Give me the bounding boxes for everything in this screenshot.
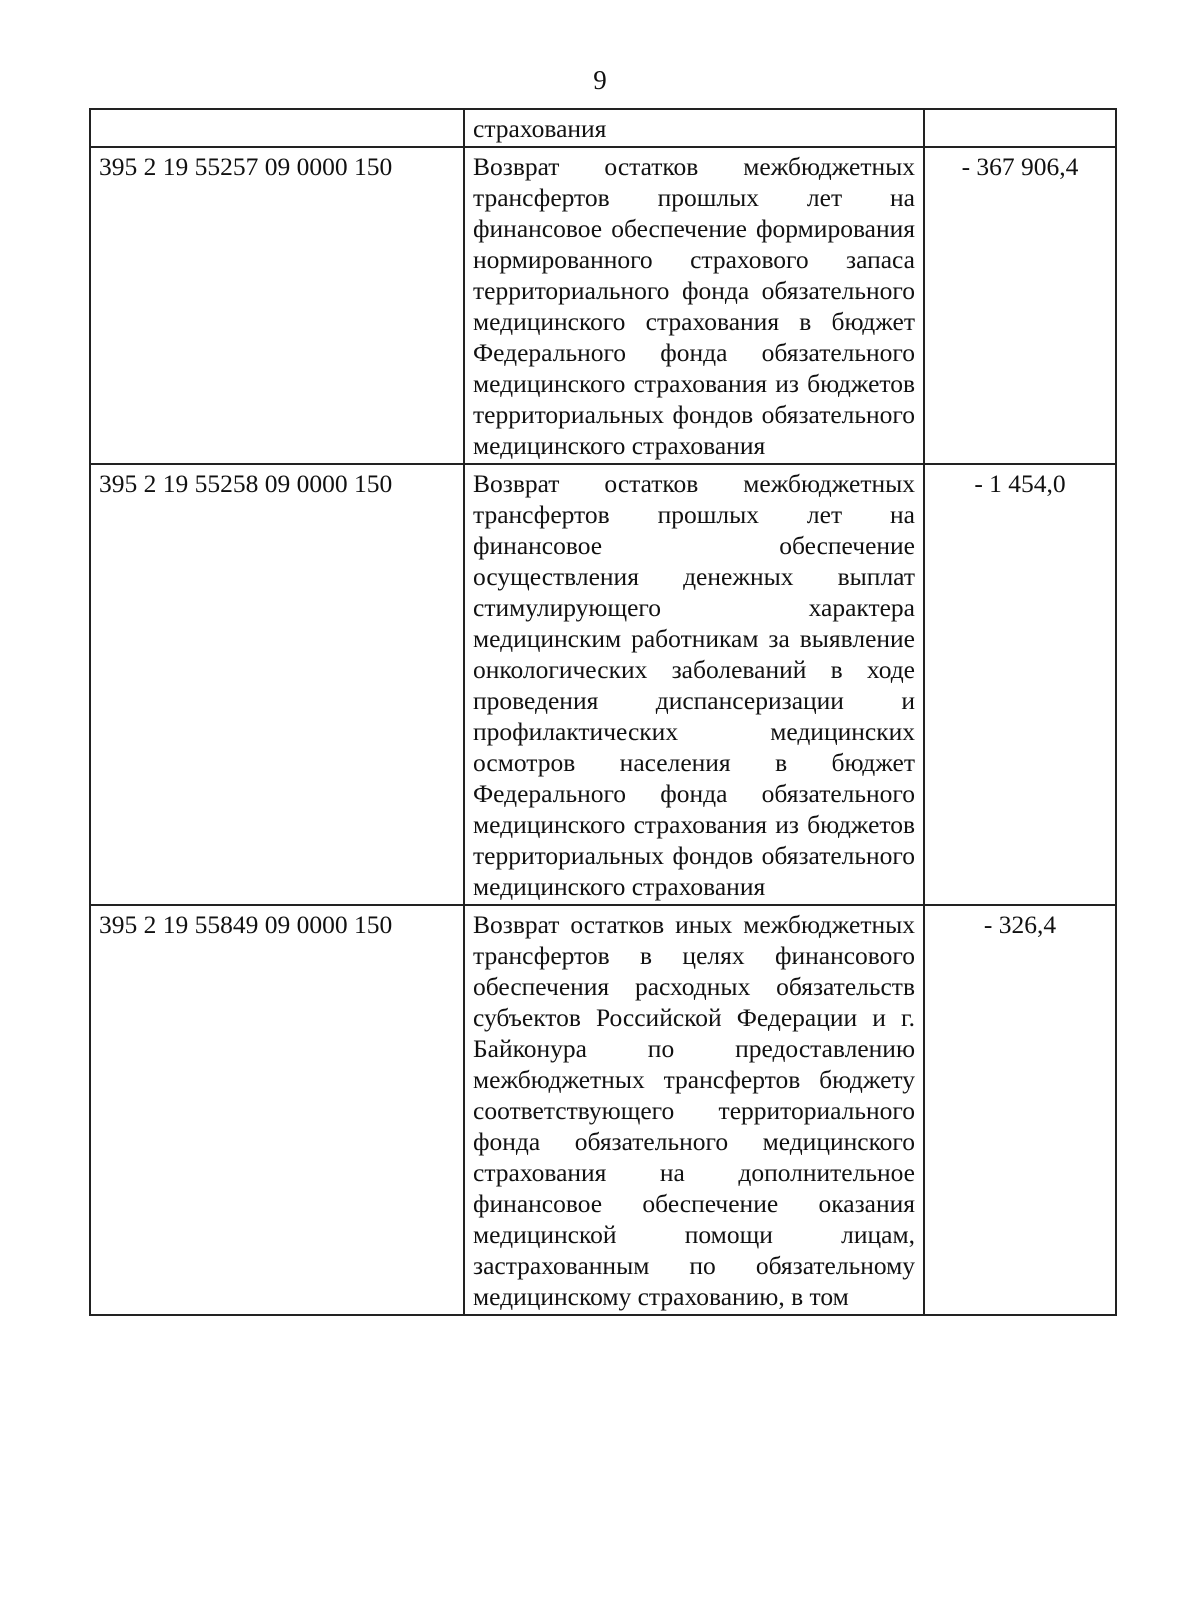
- table-row: [90, 109, 1116, 147]
- budget-code-cell: [90, 109, 464, 147]
- income-name-cell: Возврат остатков межбюджетных трансфертов прошлых лет на финансовое обеспечение формирования нормированного страхового запаса территориального фонда обязательного медицинского страхования в бюджет Федерального фонда обязательного медицинского страхования из бюджетов территориальных фондов обязательного медицинского страхования: [464, 147, 924, 464]
- income-name-cell: Возврат остатков межбюджетных трансфертов прошлых лет на финансовое обеспечение осуществления денежных выплат стимулирующего характера медицинским работникам за выявление онкологических заболеваний в ходе проведения диспансеризации и профилактических медицинских осмотров населения в бюджет Федерального фонда обязательного медицинского страхования из бюджетов территориальных фондов обязательного медицинского страхования: [464, 464, 924, 905]
- budget-code-cell: 395 2 19 55258 09 0000 150: [90, 464, 464, 905]
- table-row: [90, 147, 1116, 464]
- amount-cell: - 326,4: [924, 905, 1116, 1315]
- page-number: 9: [593, 65, 607, 95]
- table-row: [90, 905, 1116, 1315]
- budget-code-cell: 395 2 19 55257 09 0000 150: [90, 147, 464, 464]
- income-name-cell: страхования: [464, 109, 924, 147]
- income-name-cell: Возврат остатков иных межбюджетных трансфертов в целях финансового обеспечения расходных обязательств субъектов Российской Федерации и г. Байконура по предоставлению межбюджетных трансфертов бюджету соответствующего территориального фонда обязательного медицинского страхования на дополнительное финансовое обеспечение оказания медицинской помощи лицам, застрахованным по обязательному медицинскому страхованию, в том: [464, 905, 924, 1315]
- amount-cell: [924, 109, 1116, 147]
- budget-classification-table: [89, 108, 1117, 1316]
- budget-code-cell: 395 2 19 55849 09 0000 150: [90, 905, 464, 1315]
- amount-cell: - 1 454,0: [924, 464, 1116, 905]
- amount-cell: - 367 906,4: [924, 147, 1116, 464]
- table-row: [90, 464, 1116, 905]
